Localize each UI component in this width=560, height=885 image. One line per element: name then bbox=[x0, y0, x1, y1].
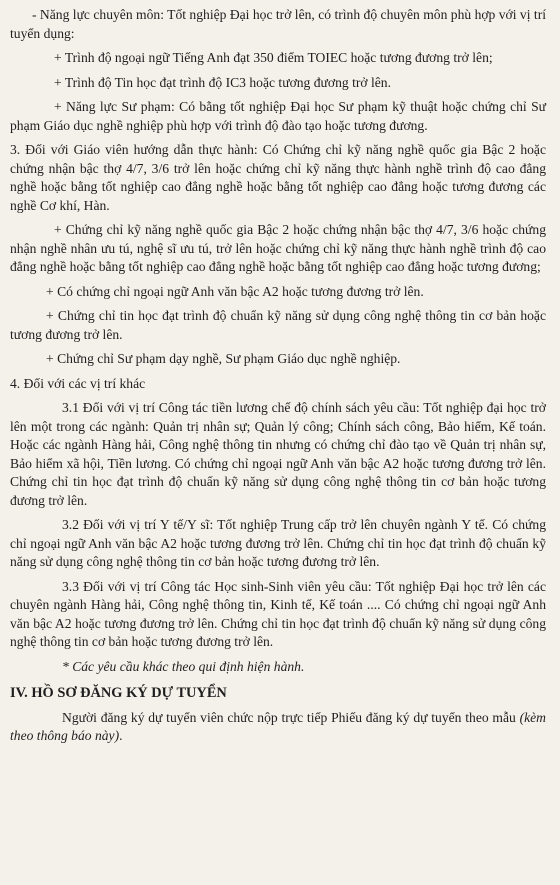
paragraph-english-requirement: + Trình độ ngoại ngữ Tiếng Anh đạt 350 điểm TOIEC hoặc tương đương trở lên; bbox=[54, 50, 493, 65]
paragraph-it-requirement: + Trình độ Tin học đạt trình độ IC3 hoặc tương đương trở lên. bbox=[54, 74, 391, 90]
paragraph-practice-instructor: 3. Đối với Giáo viên hướng dẫn thực hành: Có Chứng chỉ kỹ năng nghề quốc gia Bậc 2 hoặc chứng nhận bậc thợ 4/7, 3/6 trở lên hoặc chứng chỉ kỹ năng thực hành nghề trình độ cao đẳng nghề hoặc bằng tốt nghiệp cao đẳng nghề hoặc bằng tốt nghiệp cao đẳng hoặc tương đương các nghề Cơ khí, Hàn. bbox=[10, 142, 546, 213]
paragraph-medical-position: 3.2 Đối với vị trí Y tế/Y sĩ: Tốt nghiệp Trung cấp trở lên chuyên ngành Y tế. Có chứng chỉ ngoại ngữ Anh văn bậc A2 hoặc tương đương trở lên. Chứng chỉ tin học đạt trình độ chuẩn kỹ năng sử dụng công nghệ thông tin cơ bản hoặc tương đương trở lên. bbox=[10, 517, 546, 569]
application-submission-ending: . bbox=[119, 728, 123, 743]
paragraph-professional-competence: - Năng lực chuyên môn: Tốt nghiệp Đại học trở lên, có trình độ chuyên môn phù hợp với vị trí tuyển dụng: bbox=[10, 7, 546, 41]
paragraph-pedagogy-requirement: + Năng lực Sư phạm: Có bằng tốt nghiệp Đại học Sư phạm kỹ thuật hoặc chứng chỉ Sư phạm Giáo dục nghề nghiệp phù hợp với trình độ đào tạo hoặc tương đương. bbox=[10, 99, 546, 133]
paragraph-salary-policy-position: 3.1 Đối với vị trí Công tác tiền lương chế độ chính sách yêu cầu: Tốt nghiệp đại học trở lên một trong các ngành: Quản trị nhân sự; Quản lý công; Chính sách công, Bảo hiểm, Kế toán. Hoặc các ngành Hàng hải, Công nghệ thông tin nhưng có chứng chỉ đào tạo về Quản trị nhân sự, Bảo hiểm xã hội, Tiền lương. Có chứng chỉ ngoại ngữ Anh văn bậc A2 hoặc tương đương trở lên. Chứng chỉ tin học đạt trình độ chuẩn kỹ năng sử dụng công nghệ thông tin cơ bản hoặc tương đương trở lên. bbox=[10, 400, 546, 508]
paragraph-vocational-certificate: + Chứng chỉ kỹ năng nghề quốc gia Bậc 2 hoặc chứng nhận bậc thợ 4/7, 3/6 hoặc chứng nhận nghề nhân ưu tú, nghệ sĩ ưu tú, trở lên hoặc chứng chỉ kỹ năng thực hành nghề trình độ cao đẳng nghề hoặc bằng tốt nghiệp cao đẳng nghề hoặc bằng tốt nghiệp cao đẳng hoặc tương đương; bbox=[10, 222, 546, 274]
paragraph-a2-english: + Có chứng chỉ ngoại ngữ Anh văn bậc A2 hoặc tương đương trở lên. bbox=[46, 283, 424, 299]
section-heading: IV. HỒ SƠ ĐĂNG KÝ DỰ TUYỂN bbox=[10, 685, 227, 701]
paragraph-vocational-pedagogy: + Chứng chỉ Sư phạm dạy nghề, Sư phạm Giáo dục nghề nghiệp. bbox=[46, 351, 401, 366]
application-submission-note: (kèm theo thông báo này) bbox=[10, 709, 546, 743]
paragraph-other-requirements-note: * Các yêu cầu khác theo qui định hiện hành. bbox=[62, 658, 305, 674]
application-submission-text: Người đăng ký dự tuyển viên chức nộp trực tiếp Phiếu đăng ký dự tuyển theo mẫu bbox=[62, 709, 520, 725]
paragraph-basic-it: + Chứng chỉ tin học đạt trình độ chuẩn kỹ năng sử dụng công nghệ thông tin cơ bản hoặc tương đương trở lên. bbox=[10, 308, 546, 342]
paragraph-application-submission bbox=[10, 709, 546, 746]
paragraph-other-positions: 4. Đối với các vị trí khác bbox=[10, 375, 146, 391]
paragraph-student-affairs-position: 3.3 Đối với vị trí Công tác Học sinh-Sinh viên yêu cầu: Tốt nghiệp Đại học trở lên các chuyên ngành Hàng hải, Công nghệ thông tin, Kinh tế, Kế toán .... Có chứng chỉ ngoại ngữ Anh văn bậc A2 hoặc tương đương trở lên. Chứng chỉ tin học đạt trình độ chuẩn kỹ năng sử dụng công nghệ thông tin cơ bản hoặc tương đương trở lên. bbox=[10, 578, 546, 649]
